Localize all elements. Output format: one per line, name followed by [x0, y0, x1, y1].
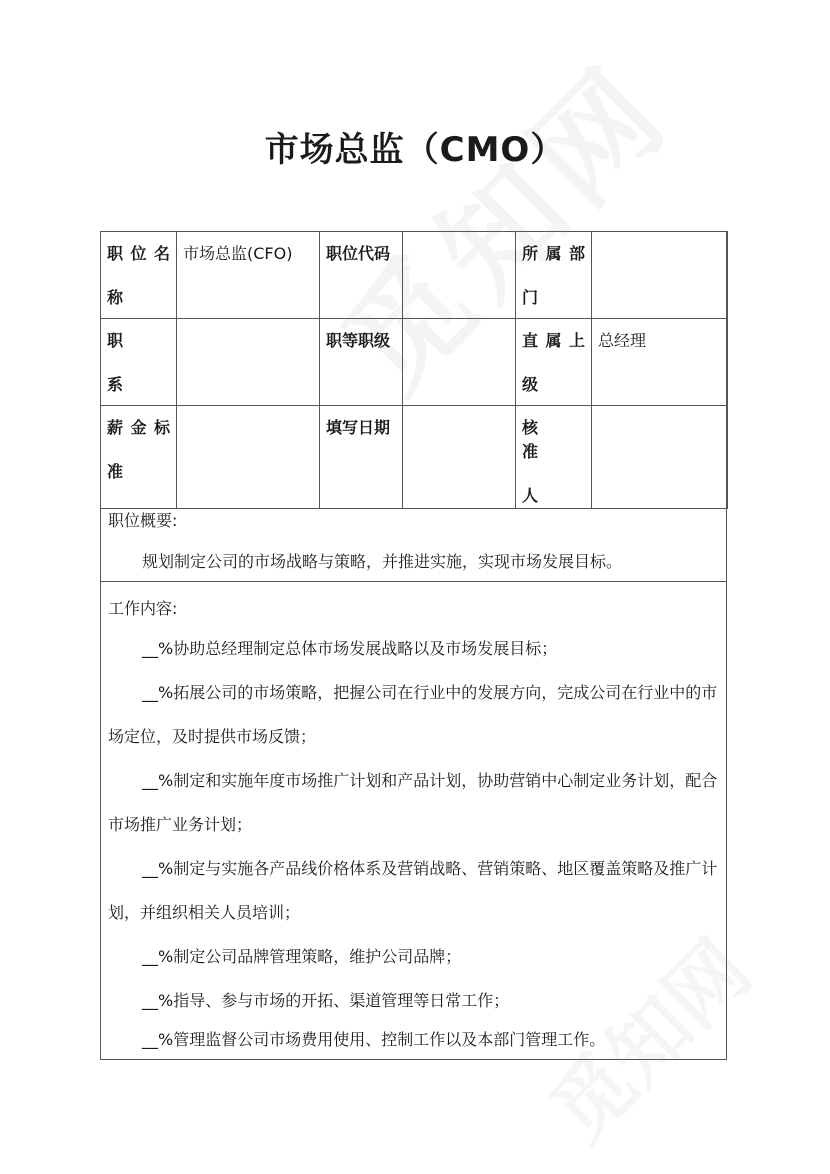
label-job-family: 职 系 — [101, 319, 177, 406]
table-row — [101, 232, 728, 319]
summary-text: 规划制定公司的市场战略与策略，并推进实施，实现市场发展目标。 — [142, 552, 623, 571]
value-position-code[interactable] — [403, 232, 516, 319]
duty-item: __%制定公司品牌管理策略，维护公司品牌； — [142, 947, 462, 966]
value-direct-supervisor[interactable]: 总经理 — [592, 319, 728, 406]
label-fill-date: 填写日期 — [320, 406, 403, 509]
label-approver: 核 准 人 — [516, 406, 592, 509]
duty-item: __%协助总经理制定总体市场发展战略以及市场发展目标； — [142, 639, 558, 658]
label-position-name: 职 位 名 称 — [101, 232, 177, 319]
value-approver[interactable] — [592, 406, 728, 509]
label-job-grade: 职等职级 — [320, 319, 403, 406]
table-row — [101, 319, 728, 406]
label-position-code: 职位代码 — [320, 232, 403, 319]
duty-item: __%制定和实施年度市场推广计划和产品计划，协助营销中心制定业务计划，配合市场推广业务计划； — [108, 771, 718, 834]
position-info-table — [100, 231, 728, 509]
label-salary-standard: 薪 金 标 准 — [101, 406, 177, 509]
value-position-name[interactable]: 市场总监(CFO) — [177, 232, 320, 319]
duty-item: __%拓展公司的市场策略，把握公司在行业中的发展方向，完成公司在行业中的市场定位，及时提供市场反馈； — [108, 683, 718, 746]
summary-heading: 职位概要: — [108, 511, 178, 530]
value-department[interactable] — [592, 232, 728, 319]
duty-item: __%制定与实施各产品线价格体系及营销战略、营销策略、地区覆盖策略及推广计划，并组织相关人员培训； — [108, 859, 718, 922]
duty-item: __%管理监督公司市场费用使用、控制工作以及本部门管理工作。 — [142, 1030, 606, 1049]
page-title: 市场总监（CMO） — [264, 130, 566, 170]
duties-heading: 工作内容: — [108, 599, 178, 618]
label-direct-supervisor: 直 属 上 级 — [516, 319, 592, 406]
duty-item: __%指导、参与市场的开拓、渠道管理等日常工作； — [142, 991, 510, 1010]
value-salary-standard[interactable] — [177, 406, 320, 509]
value-fill-date[interactable] — [403, 406, 516, 509]
label-department: 所 属 部 门 — [516, 232, 592, 319]
value-job-grade[interactable] — [403, 319, 516, 406]
value-job-family[interactable] — [177, 319, 320, 406]
section-divider — [100, 581, 727, 582]
table-row — [101, 406, 728, 509]
